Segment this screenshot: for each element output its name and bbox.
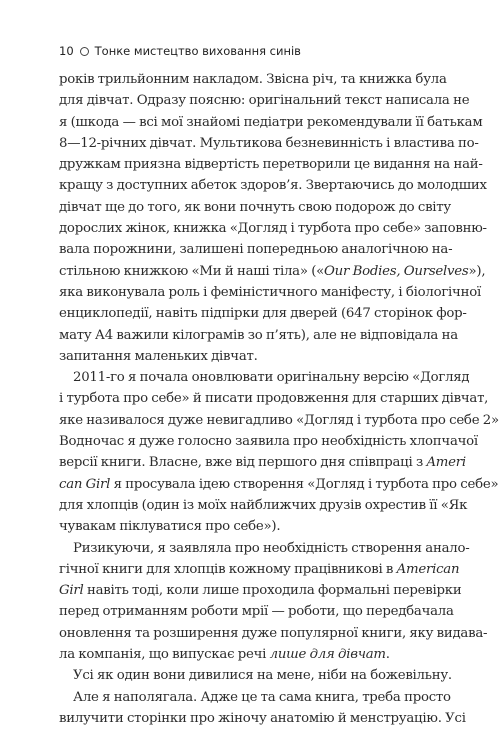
text-line	[59, 218, 487, 239]
text-run: гічної книги для хлопців кожному працівникові в	[59, 561, 397, 577]
text-run: я (шкода — всі мої знайомі педіатри рекомендували її батькам	[59, 114, 483, 130]
italic-text: лише для дівчат	[269, 647, 386, 663]
text-line	[59, 197, 451, 218]
text-run: навіть тоді, коли лише проходила формальні перевірки	[83, 583, 462, 599]
text-line	[59, 474, 499, 495]
text-run: і турбота про себе» й писати продовження для старших дівчат,	[59, 391, 489, 407]
text-line	[59, 154, 483, 175]
text-run: »),	[468, 263, 486, 279]
text-run: стільною книжкою «Ми й наші тіла» («	[59, 263, 325, 279]
text-run: дорослих жінок, книжка «Догляд і турбота про себе» заповню-	[59, 221, 487, 237]
circle-separator-icon	[80, 47, 89, 56]
text-run: чувакам піклуватися про себе»).	[59, 519, 281, 535]
text-line	[59, 346, 377, 367]
italic-text: Girl	[59, 583, 84, 599]
italic-text: Ameri	[426, 455, 466, 471]
text-line	[59, 431, 478, 452]
text-line	[59, 239, 453, 260]
text-line	[59, 665, 452, 686]
text-line	[59, 282, 481, 303]
text-run: мату А4 важили кілограмів зо п’ять), але не відповідала на	[59, 327, 458, 343]
text-run: для дівчат. Одразу поясню: оригінальний текст написала не	[59, 93, 470, 109]
text-run: років трильйонним накладом. Звісна річ, та книжка була	[59, 72, 447, 87]
text-line	[59, 644, 390, 665]
text-run: Водночас я дуже голосно заявила про необхідність хлопчачої	[59, 434, 478, 450]
text-line	[59, 388, 489, 409]
text-run: кращу з доступних абеток здоров’я. Звертаючись до молодших	[59, 178, 487, 194]
running-header	[59, 44, 301, 58]
text-line	[59, 69, 447, 90]
italic-text: can Girl	[59, 476, 111, 492]
text-line	[59, 303, 467, 324]
text-run: вала порожнини, залишені попередньою аналогічною на-	[59, 242, 453, 258]
text-run: дівчат ще до того, як вони почнуть свою подорож до світу	[59, 199, 451, 215]
text-run: вилучити сторінки про жіночу анатомію й менструацію. Усі	[59, 710, 466, 726]
text-run: для хлопців (один із моїх найближчих друзів охрестив її «Як	[59, 497, 468, 513]
text-run: яке називалося дуже невигадливо «Догляд і турбота про себе 2»	[59, 412, 499, 428]
italic-text: Our Bodies, Ourselves	[324, 263, 469, 279]
italic-text: American	[396, 561, 460, 577]
text-run: .	[385, 647, 390, 663]
text-line	[59, 261, 486, 282]
text-line	[59, 601, 454, 622]
text-line	[59, 112, 483, 133]
text-line	[59, 580, 462, 601]
text-line	[59, 623, 488, 644]
running-title: Тонке мистецтво виховання синів	[94, 44, 301, 58]
text-line	[59, 559, 460, 580]
text-run: 8—12-річних дівчат. Мультикова безневинність і властива по-	[59, 135, 479, 151]
text-line	[59, 495, 468, 516]
text-run: дружкам приязна відвертість перетворили це видання на най-	[59, 157, 483, 173]
text-run: Усі як один вони дивилися на мене, ніби на божевільну.	[73, 668, 452, 684]
text-run: яка виконувала роль і феміністичного маніфесту, і біологічної	[59, 284, 481, 300]
text-line	[59, 516, 377, 537]
text-line	[59, 133, 479, 154]
text-run: запитання маленьких дівчат.	[59, 348, 258, 364]
text-run: оновлення та розширення дуже популярної книги, яку видава-	[59, 625, 488, 641]
text-line	[59, 90, 470, 111]
text-run: 2011-го я почала оновлювати оригінальну версію «Догляд	[73, 370, 470, 386]
text-line	[59, 452, 466, 473]
text-line	[59, 538, 470, 559]
text-run: перед отриманням роботи мрії — роботи, що передбачала	[59, 604, 454, 620]
text-run: я просувала ідею створення «Догляд і турбота про себе»	[110, 476, 499, 492]
text-run: енциклопедії, навіть підпірки для дверей (647 сторінок фор-	[59, 306, 467, 322]
text-line	[59, 325, 458, 346]
page-number: 10	[59, 44, 74, 58]
text-line	[59, 175, 487, 196]
text-run: ла компанія, що випускає речі	[59, 647, 270, 663]
body-text	[59, 69, 499, 729]
text-line	[59, 410, 499, 431]
text-line	[59, 687, 451, 708]
text-line	[59, 708, 466, 729]
text-line	[59, 367, 470, 388]
text-run: Ризикуючи, я заявляла про необхідність створення анало-	[73, 540, 470, 556]
text-run: Але я наполягала. Адже це та сама книга, треба просто	[73, 689, 451, 705]
text-run: версії книги. Власне, вже від першого дня співпраці з	[59, 455, 427, 471]
